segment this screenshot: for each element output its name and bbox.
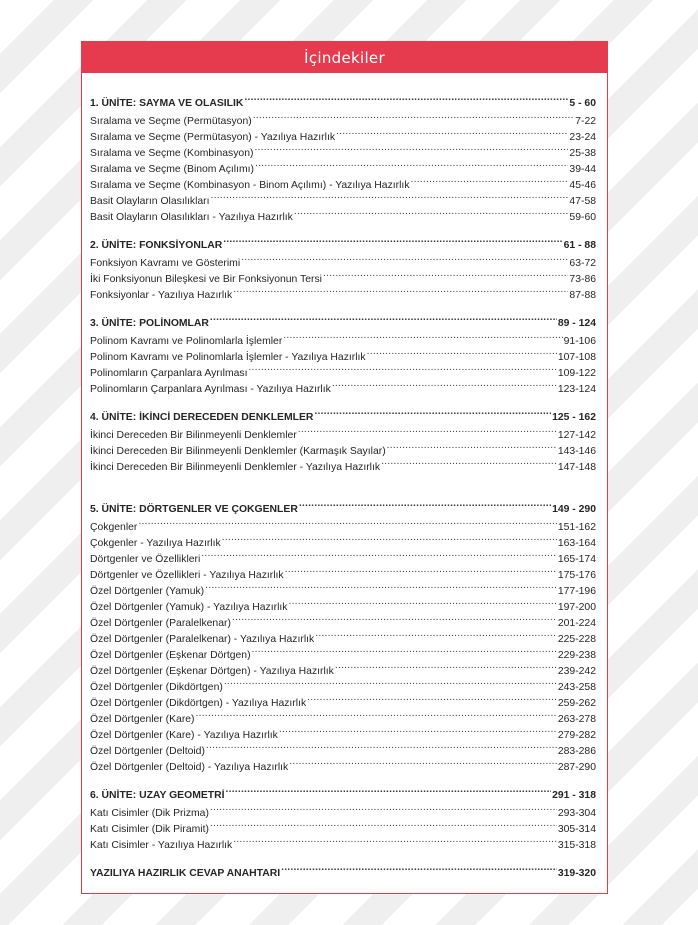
entry-title: Polinomların Çarpanlara Ayrılması - Yazılıya Hazırlık [90,384,331,395]
unit-title: 5. ÜNİTE: DÖRTGENLER VE ÇOKGENLER [90,504,298,515]
entry-page-range: 201-224 [557,618,596,629]
dot-leader [336,124,568,140]
entry-title: Basit Olayların Olasılıkları - Yazılıya Hazırlık [90,212,293,223]
entry-page-range: 39-44 [569,164,596,175]
unit-title: 1. ÜNİTE: SAYMA VE OLASILIK [90,98,244,109]
dot-leader [285,562,557,578]
toc-section [90,782,596,851]
dot-leader [138,514,556,530]
entry-title: İkinci Dereceden Bir Bilinmeyenli Denklemler - Yazılıya Hazırlık [90,462,381,473]
toc-section [90,232,596,301]
unit-title: 2. ÜNİTE: FONKSİYONLAR [90,240,223,251]
unit-page-range: 125 - 162 [552,412,596,423]
toc-section [90,496,596,773]
dot-leader [254,140,568,156]
entry-page-range: 225-228 [557,634,596,645]
dot-leader [252,642,557,658]
toc-section [90,860,596,879]
unit-heading [90,404,596,423]
dot-leader [211,188,569,204]
toc-entry [90,530,596,549]
entry-page-range: 305-314 [557,824,596,835]
dot-leader [224,674,557,690]
toc-section [90,310,596,395]
entry-page-range: 73-86 [569,274,596,285]
dot-leader [233,832,557,848]
entry-title: Dörtgenler ve Özellikleri [90,554,201,565]
dot-leader [323,266,568,282]
entry-title: Basit Olayların Olasılıkları [90,196,210,207]
dot-leader [248,360,556,376]
entry-page-range: 123-124 [557,384,596,395]
entry-page-range: 279-282 [557,730,596,741]
entry-title: Sıralama ve Seçme (Kombinasyon - Binom Açılımı) - Yazılıya Hazırlık [90,180,410,191]
unit-heading [90,310,596,329]
entry-page-range: 87-88 [569,290,596,301]
entry-title: Çokgenler [90,522,138,533]
dot-leader [232,610,557,626]
entry-page-range: 197-200 [557,602,596,613]
dot-leader [298,422,557,438]
entry-page-range: 259-262 [557,698,596,709]
unit-title: 3. ÜNİTE: POLİNOMLAR [90,318,209,329]
entry-title: Özel Dörtgenler (Dikdörtgen) - Yazılıya Hazırlık [90,698,307,709]
entry-title: Özel Dörtgenler (Eşkenar Dörtgen) - Yazılıya Hazırlık [90,666,334,677]
entry-title: Fonksiyonlar - Yazılıya Hazırlık [90,290,233,301]
entry-page-range: 107-108 [557,352,596,363]
entry-page-range: 143-146 [557,446,596,457]
unit-page-range: 149 - 290 [552,504,596,515]
page-title: İçindekiler [304,48,385,67]
entry-title: Özel Dörtgenler (Yamuk) [90,586,205,597]
dot-leader [205,578,557,594]
unit-page-range: 61 - 88 [563,240,596,251]
dot-leader [299,496,551,512]
dot-leader [241,250,568,266]
dot-leader [315,626,557,642]
table-of-contents [81,41,608,894]
dot-leader [201,546,557,562]
dot-leader [210,310,557,326]
entry-title: Özel Dörtgenler (Kare) - Yazılıya Hazırlık [90,730,278,741]
entry-title: İkinci Dereceden Bir Bilinmeyenli Denklemler (Karmaşık Sayılar) [90,446,386,457]
toc-header [82,42,607,73]
dot-leader [387,438,557,454]
unit-heading [90,90,596,109]
toc-body [90,90,596,888]
entry-page-range: 163-164 [557,538,596,549]
dot-leader [206,738,557,754]
entry-title: Özel Dörtgenler (Paralelkenar) [90,618,231,629]
dot-leader [332,376,557,392]
dot-leader [226,782,552,798]
unit-heading [90,860,596,879]
unit-page-range: 291 - 318 [552,790,596,801]
unit-title: 4. ÜNİTE: İKİNCİ DERECEDEN DENKLEMLER [90,412,314,423]
entry-page-range: 91-106 [563,336,596,347]
entry-title: Özel Dörtgenler (Deltoid) [90,746,205,757]
dot-leader [283,328,562,344]
dot-leader [244,90,568,106]
dot-leader [210,800,557,816]
unit-heading [90,232,596,251]
dot-leader [233,282,568,298]
entry-page-range: 229-238 [557,650,596,661]
dot-leader [281,860,557,876]
entry-page-range: 283-286 [557,746,596,757]
entry-page-range: 175-176 [557,570,596,581]
entry-page-range: 293-304 [557,808,596,819]
entry-page-range: 47-58 [569,196,596,207]
entry-title: Katı Cisimler - Yazılıya Hazırlık [90,840,233,851]
entry-page-range: 315-318 [557,840,596,851]
dot-leader [289,754,557,770]
toc-section [90,90,596,223]
entry-page-range: 23-24 [569,132,596,143]
entry-page-range: 25-38 [569,148,596,159]
dot-leader [367,344,557,360]
unit-heading [90,496,596,515]
unit-title: 6. ÜNİTE: UZAY GEOMETRİ [90,790,225,801]
unit-page-range: 89 - 124 [557,318,596,329]
entry-page-range: 7-22 [575,116,596,127]
dot-leader [196,706,557,722]
entry-title: Sıralama ve Seçme (Permütasyon) [90,116,252,127]
unit-page-range: 319-320 [557,868,596,879]
dot-leader [307,690,557,706]
entry-title: İkinci Dereceden Bir Bilinmeyenli Denklemler [90,430,297,441]
entry-title: Özel Dörtgenler (Yamuk) - Yazılıya Hazırlık [90,602,288,613]
dot-leader [294,204,569,220]
entry-page-range: 109-122 [557,368,596,379]
entry-page-range: 243-258 [557,682,596,693]
entry-title: Polinom Kavramı ve Polinomlarla İşlemler [90,336,283,347]
entry-title: Özel Dörtgenler (Dikdörtgen) [90,682,223,693]
entry-page-range: 263-278 [557,714,596,725]
entry-page-range: 127-142 [557,430,596,441]
dot-leader [210,816,557,832]
entry-page-range: 177-196 [557,586,596,597]
entry-title: İki Fonksiyonun Bileşkesi ve Bir Fonksiyonun Tersi [90,274,322,285]
entry-page-range: 59-60 [569,212,596,223]
dot-leader [223,232,562,248]
entry-page-range: 147-148 [557,462,596,473]
entry-page-range: 165-174 [557,554,596,565]
entry-title: Katı Cisimler (Dik Piramit) [90,824,209,835]
entry-title: Polinom Kavramı ve Polinomlarla İşlemler - Yazılıya Hazırlık [90,352,366,363]
dot-leader [253,108,575,124]
entry-title: Dörtgenler ve Özellikleri - Yazılıya Hazırlık [90,570,284,581]
entry-title: Özel Dörtgenler (Eşkenar Dörtgen) [90,650,251,661]
entry-title: Sıralama ve Seçme (Permütasyon) - Yazılıya Hazırlık [90,132,336,143]
entry-title: Özel Dörtgenler (Kare) [90,714,195,725]
entry-title: Fonksiyon Kavramı ve Gösterimi [90,258,241,269]
dot-leader [335,658,557,674]
unit-title: YAZILIYA HAZIRLIK CEVAP ANAHTARI [90,868,281,879]
entry-title: Özel Dörtgenler (Deltoid) - Yazılıya Hazırlık [90,762,289,773]
entry-title: Polinomların Çarpanlara Ayrılması [90,368,248,379]
entry-page-range: 151-162 [557,522,596,533]
entry-title: Çokgenler - Yazılıya Hazırlık [90,538,221,549]
entry-title: Sıralama ve Seçme (Kombinasyon) [90,148,254,159]
toc-entry [90,514,596,533]
entry-title: Sıralama ve Seçme (Binom Açılımı) [90,164,254,175]
unit-page-range: 5 - 60 [569,98,596,109]
toc-section [90,404,596,473]
dot-leader [411,172,569,188]
unit-heading [90,782,596,801]
dot-leader [222,530,557,546]
entry-title: Özel Dörtgenler (Paralelkenar) - Yazılıya Hazırlık [90,634,315,645]
entry-page-range: 239-242 [557,666,596,677]
dot-leader [314,404,551,420]
entry-title: Katı Cisimler (Dik Prizma) [90,808,209,819]
dot-leader [288,594,556,610]
dot-leader [279,722,557,738]
entry-page-range: 63-72 [569,258,596,269]
entry-page-range: 45-46 [569,180,596,191]
entry-page-range: 287-290 [557,762,596,773]
dot-leader [255,156,568,172]
dot-leader [381,454,557,470]
